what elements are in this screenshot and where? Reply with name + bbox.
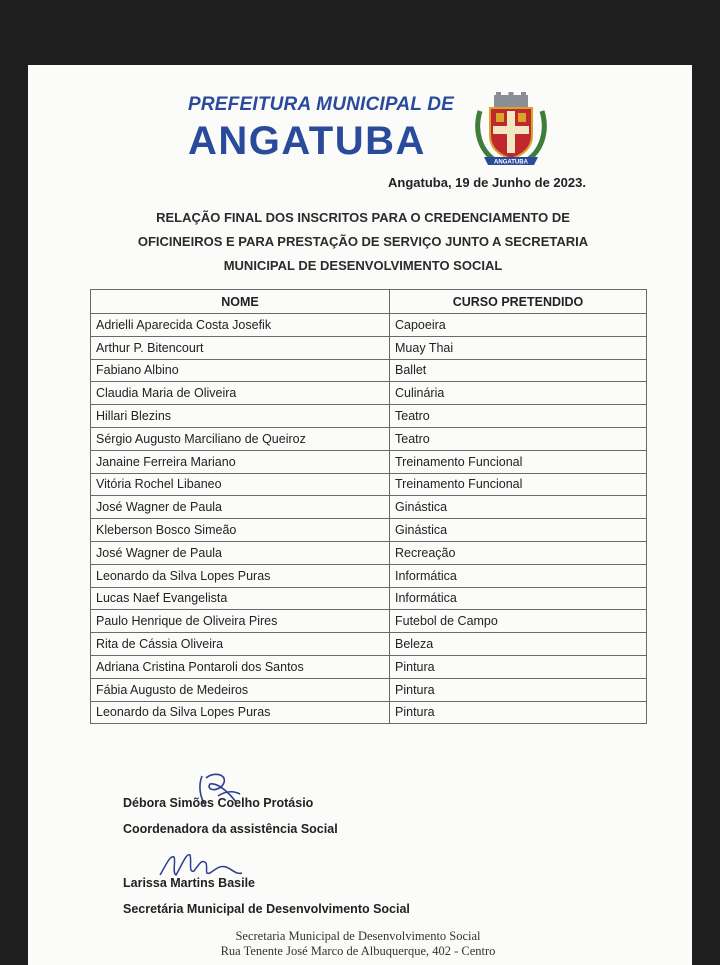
table-row xyxy=(91,450,647,473)
cell-course: Treinamento Funcional xyxy=(390,450,647,473)
cell-name: Lucas Naef Evangelista xyxy=(91,587,390,610)
signatory-2-name: Larissa Martins Basile xyxy=(123,876,256,890)
cell-course: Informática xyxy=(390,587,647,610)
document-footer xyxy=(148,929,568,959)
cell-name: Adrielli Aparecida Costa Josefik xyxy=(91,314,390,337)
table-row xyxy=(91,496,647,519)
cell-course: Treinamento Funcional xyxy=(390,473,647,496)
cell-name: Kleberson Bosco Simeão xyxy=(91,519,390,542)
table-row xyxy=(91,587,647,610)
table-row xyxy=(91,382,647,405)
cell-course: Beleza xyxy=(390,633,647,656)
title-line: MUNICIPAL DE DESENVOLVIMENTO SOCIAL xyxy=(223,258,503,273)
cell-name: Adriana Cristina Pontaroli dos Santos xyxy=(91,655,390,678)
cell-name: Janaine Ferreira Mariano xyxy=(91,450,390,473)
signatory-1-role: Coordenadora da assistência Social xyxy=(123,822,338,836)
header-prefeitura: PREFEITURA MUNICIPAL DE xyxy=(188,94,455,115)
table-row xyxy=(91,359,647,382)
document-title xyxy=(108,206,618,278)
cell-name: Leonardo da Silva Lopes Puras xyxy=(91,564,390,587)
city-crest-logo xyxy=(472,91,550,169)
cell-name: José Wagner de Paula xyxy=(91,541,390,564)
table-row xyxy=(91,678,647,701)
table-row xyxy=(91,633,647,656)
table-row xyxy=(91,519,647,542)
crest-banner-text: ANGATUBA xyxy=(494,159,528,166)
cell-course: Culinária xyxy=(390,382,647,405)
cell-course: Ginástica xyxy=(390,496,647,519)
cell-name: Arthur P. Bitencourt xyxy=(91,336,390,359)
table-row xyxy=(91,655,647,678)
cell-name: Leonardo da Silva Lopes Puras xyxy=(91,701,390,724)
cell-name: Fábia Augusto de Medeiros xyxy=(91,678,390,701)
cell-course: Recreação xyxy=(390,541,647,564)
cell-name: Vitória Rochel Libaneo xyxy=(91,473,390,496)
table-row xyxy=(91,541,647,564)
signatory-1-name: Débora Simões Coelho Protásio xyxy=(123,796,314,810)
table-row xyxy=(91,610,647,633)
cell-course: Teatro xyxy=(390,405,647,428)
table-row xyxy=(91,473,647,496)
header-city-name: ANGATUBA xyxy=(188,119,426,163)
signatory-2-role: Secretária Municipal de Desenvolvimento Social xyxy=(123,902,410,916)
cell-course: Pintura xyxy=(390,678,647,701)
cell-course: Muay Thai xyxy=(390,336,647,359)
cell-name: Paulo Henrique de Oliveira Pires xyxy=(91,610,390,633)
table-row xyxy=(91,701,647,724)
cell-course: Futebol de Campo xyxy=(390,610,647,633)
table-row xyxy=(91,564,647,587)
title-line: OFICINEIROS E PARA PRESTAÇÃO DE SERVIÇO JUNTO A SECRETARIA xyxy=(137,234,589,249)
document-date: Angatuba, 19 de Junho de 2023. xyxy=(388,175,586,190)
cell-name: Fabiano Albino xyxy=(91,359,390,382)
cell-name: Hillari Blezins xyxy=(91,405,390,428)
document-page xyxy=(28,65,692,965)
table-row xyxy=(91,314,647,337)
footer-line: Rua Tenente José Marco de Albuquerque, 402 - Centro xyxy=(220,944,496,958)
column-header-name: NOME xyxy=(91,290,390,314)
table-header-row xyxy=(91,290,647,314)
cell-name: Sérgio Augusto Marciliano de Queiroz xyxy=(91,427,390,450)
registrants-table xyxy=(90,289,647,724)
table-row xyxy=(91,405,647,428)
table-row xyxy=(91,427,647,450)
title-line: RELAÇÃO FINAL DOS INSCRITOS PARA O CREDENCIAMENTO DE xyxy=(156,210,570,225)
cell-course: Informática xyxy=(390,564,647,587)
cell-name: Claudia Maria de Oliveira xyxy=(91,382,390,405)
cell-course: Ballet xyxy=(390,359,647,382)
table-row xyxy=(91,336,647,359)
cell-course: Capoeira xyxy=(390,314,647,337)
cell-course: Teatro xyxy=(390,427,647,450)
cell-course: Ginástica xyxy=(390,519,647,542)
cell-name: Rita de Cássia Oliveira xyxy=(91,633,390,656)
column-header-course: CURSO PRETENDIDO xyxy=(390,290,647,314)
cell-name: José Wagner de Paula xyxy=(91,496,390,519)
cell-course: Pintura xyxy=(390,701,647,724)
footer-line: Secretaria Municipal de Desenvolvimento Social xyxy=(235,929,481,943)
cell-course: Pintura xyxy=(390,655,647,678)
